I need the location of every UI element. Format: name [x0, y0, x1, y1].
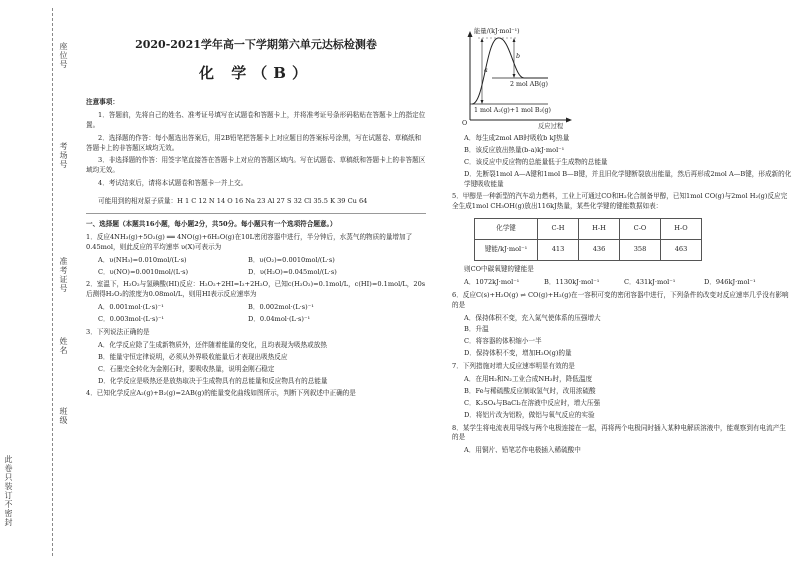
- question-5-ask: 则CO中碳氧键的键能是: [464, 265, 534, 274]
- right-column: [452, 0, 792, 458]
- option-b: B．0.002mol·(L·s)⁻¹: [248, 303, 314, 312]
- graph-origin-label: O: [462, 120, 468, 127]
- notice-item: 4．考试结束后，请将本试题卷和答题卡一并上交。: [98, 179, 248, 188]
- option-a: A．υ(NH₃)=0.010mol/(L·s): [98, 255, 187, 264]
- option-b: B．能量守恒定律说明，必须从外界吸收能量后才表现出吸热反应: [98, 352, 288, 361]
- table-cell: H-H: [579, 219, 620, 240]
- table-cell: C-H: [538, 219, 579, 240]
- question-5-stem: 5．甲醇是一种新型的汽车动力燃料，工业上可通过CO和H₂化合制备甲醇，已知1mol CO(g)与2mol H₂(g)反应完全生成1mol CH₃OH(g)放出116kJ热量，某些化学键的键能数据如表：: [452, 192, 788, 211]
- graph-a-label: a: [484, 67, 488, 74]
- divider: [86, 213, 426, 214]
- graph-b-label: b: [516, 53, 521, 60]
- question-8-stem: 8．某学生将电流表用导线与两个电极连接在一起，再将两个电极同时插入某种电解质溶液中，能观察到有电流产生的是: [452, 423, 786, 442]
- notice-item: 2．选择题的作答：每小题选出答案后，用2B铅笔把答题卡上对应题目的答案标号涂黑，写在试题卷、草稿纸和答题卡上的非答题区域均无效。: [86, 133, 422, 152]
- option-c: C．石墨完全转化为金刚石时，要吸收热量，说明金刚石稳定: [98, 364, 275, 373]
- option-c: C．该反应中反应物的总能量低于生成物的总能量: [464, 157, 608, 166]
- option-b: B．Fe与稀硫酸反应制取氢气时，改用浓硫酸: [464, 386, 596, 395]
- option-a: A．保持体积不变，充入氮气使体系的压强增大: [464, 313, 601, 322]
- option-a: A．化学反应除了生成新物质外，还伴随着能量的变化，且均表现为吸热或放热: [98, 340, 327, 349]
- question-6-stem: 6．反应C(s)+H₂O(g) ⇌ CO(g)+H₂(g)在一容积可变的密闭容器中进行，下列条件的改变对反应速率几乎没有影响的是: [452, 290, 789, 309]
- option-d: D．先断裂1mol A—A键和1mol B—B键，并且旧化学键断裂放出能量，然后再形成2mol A—B键，形成新的化学键吸收能量: [464, 169, 792, 188]
- option-d: D．946kJ·mol⁻¹: [704, 277, 756, 286]
- graph-x-label: 反应过程: [538, 123, 564, 130]
- question-3-stem: 3．下列说法正确的是: [86, 328, 150, 337]
- atomic-mass-line: 可能用到的相对原子质量：H 1 C 12 N 14 O 16 Na 23 Al 27 S 32 Cl 35.5 K 39 Cu 64: [98, 197, 368, 206]
- option-c: C．0.003mol·(L·s)⁻¹: [98, 315, 165, 324]
- seat-number-label: 座位号: [59, 42, 68, 69]
- admission-number-label: 准考证号: [59, 257, 68, 293]
- question-1-options-row: [98, 256, 426, 266]
- b-arrow-tail: [513, 74, 516, 78]
- option-d: D．υ(H₂O)=0.045mol/(L·s): [248, 267, 337, 276]
- a-arrow-head: [481, 38, 484, 42]
- notice-item: 3．非选择题的作答：用签字笔直接答在答题卡上对应的答题区域内。写在试题卷、草稿纸和答题卡上的非答题区域均无效。: [86, 156, 426, 175]
- class-label: 班级: [59, 407, 68, 425]
- option-d: D．保持体积不变，增加H₂O(g)的量: [464, 349, 572, 358]
- option-a: A．0.001mol·(L·s)⁻¹: [98, 303, 164, 312]
- option-a: A．用铜片、铅笔芯作电极插入稀硫酸中: [464, 446, 581, 455]
- name-label: 姓名: [59, 337, 68, 355]
- question-2-options-row: [98, 303, 426, 313]
- graph-y-label: 能量/(kJ·mol⁻¹): [474, 28, 520, 35]
- x-axis-arrow: [566, 118, 572, 123]
- question-4-stem: 4．已知化学反应A₂(g)+B₂(g)=2AB(g)的能量变化曲线如图所示，判断下列叙述中正确的是: [86, 389, 356, 398]
- option-a: A．1072kJ·mol⁻¹: [464, 277, 520, 286]
- binding-dashed-line: [52, 8, 53, 556]
- option-c: C．431kJ·mol⁻¹: [624, 277, 676, 286]
- table-cell: 358: [620, 240, 661, 261]
- question-2-stem: 2．室温下，H₂O₂与氢碘酸(HI)反应：H₂O₂+2HI=I₂+2H₂O，已知c(H₂O₂)=0.1mol/L，c(HI)=0.1mol/L，20s后测得H₂O₂的浓度为0.08mol/L，则用HI表示反应速率为: [86, 280, 426, 299]
- table-cell: 化学键: [475, 219, 538, 240]
- table-cell: 463: [661, 240, 702, 261]
- table-cell: C-O: [620, 219, 661, 240]
- question-2-options-row: [98, 315, 426, 325]
- exam-room-label: 考场号: [59, 142, 68, 169]
- exam-subtitle: 化 学（B）: [199, 63, 313, 82]
- b-arrow-head: [513, 38, 516, 42]
- graph-reactant-label: 1 mol A₂(g)+1 mol B₂(g): [474, 107, 551, 114]
- question-1-stem: 1．反应4NH₃(g)+5O₂(g) ══ 4NO(g)+6H₂O(g)在10L密闭容器中进行，半分钟后，水蒸气的物质的量增加了0.45mol，则此反应的平均速率 υ(X)可表示为: [86, 232, 413, 251]
- option-a: A．每生成2mol AB时吸收b kJ热量: [464, 134, 570, 142]
- exam-title: 2020-2021学年高一下学期第六单元达标检测卷: [135, 38, 377, 51]
- table-row: [475, 240, 702, 261]
- table-row: [475, 219, 702, 240]
- energy-diagram: [458, 28, 628, 128]
- option-b: B．1130kJ·mol⁻¹: [544, 277, 600, 286]
- question-5-options-row: [464, 278, 792, 288]
- option-d: D．0.04mol·(L·s)⁻¹: [248, 315, 311, 324]
- option-b: B．该反应放出热量(b-a)kJ·mol⁻¹: [464, 145, 565, 154]
- option-d: D．化学反应是吸热还是放热取决于生成物具有的总能量和反应物具有的总能量: [98, 376, 328, 385]
- binding-strip: [0, 0, 68, 565]
- option-b: B．升温: [464, 325, 489, 334]
- bond-energy-table: [474, 218, 702, 261]
- option-d: D．将铝片改为铝粉，做铝与氧气反应的实验: [464, 410, 595, 419]
- option-b: B．υ(O₂)=0.0010mol/(L·s): [248, 255, 335, 264]
- option-a: A．在用H₂和N₂工业合成NH₃时，降低温度: [464, 375, 593, 384]
- table-cell: 413: [538, 240, 579, 261]
- question-1-options-row: [98, 268, 426, 278]
- left-column: [86, 0, 426, 402]
- option-c: C．将容器的体积缩小一半: [464, 337, 542, 346]
- table-cell: 键能/kJ·mol⁻¹: [475, 240, 538, 261]
- question-7-stem: 7．下列措施对增大反应速率明显有效的是: [452, 362, 575, 371]
- option-c: C．υ(NO)=0.0010mol/(L·s): [98, 267, 189, 276]
- table-cell: H-O: [661, 219, 702, 240]
- option-c: C．K₂SO₄与BaCl₂在溶液中反应时，增大压强: [464, 398, 601, 407]
- a-arrow-tail: [481, 100, 484, 104]
- graph-product-label: 2 mol AB(g): [510, 81, 548, 88]
- notice-item: 1．答题前，先将自己的姓名、准考证号填写在试题卷和答题卡上，并将准考证号条形码粘贴在答题卡上的指定位置。: [86, 110, 426, 129]
- binding-side-note: 此卷只装订不密封: [4, 455, 13, 527]
- section-heading: 一、选择题（本题共16小题，每小题2分，共50分。每小题只有一个选项符合题意。）: [86, 220, 337, 229]
- y-axis-arrow: [468, 31, 473, 37]
- notice-heading: 注意事项：: [86, 98, 119, 106]
- table-cell: 436: [579, 240, 620, 261]
